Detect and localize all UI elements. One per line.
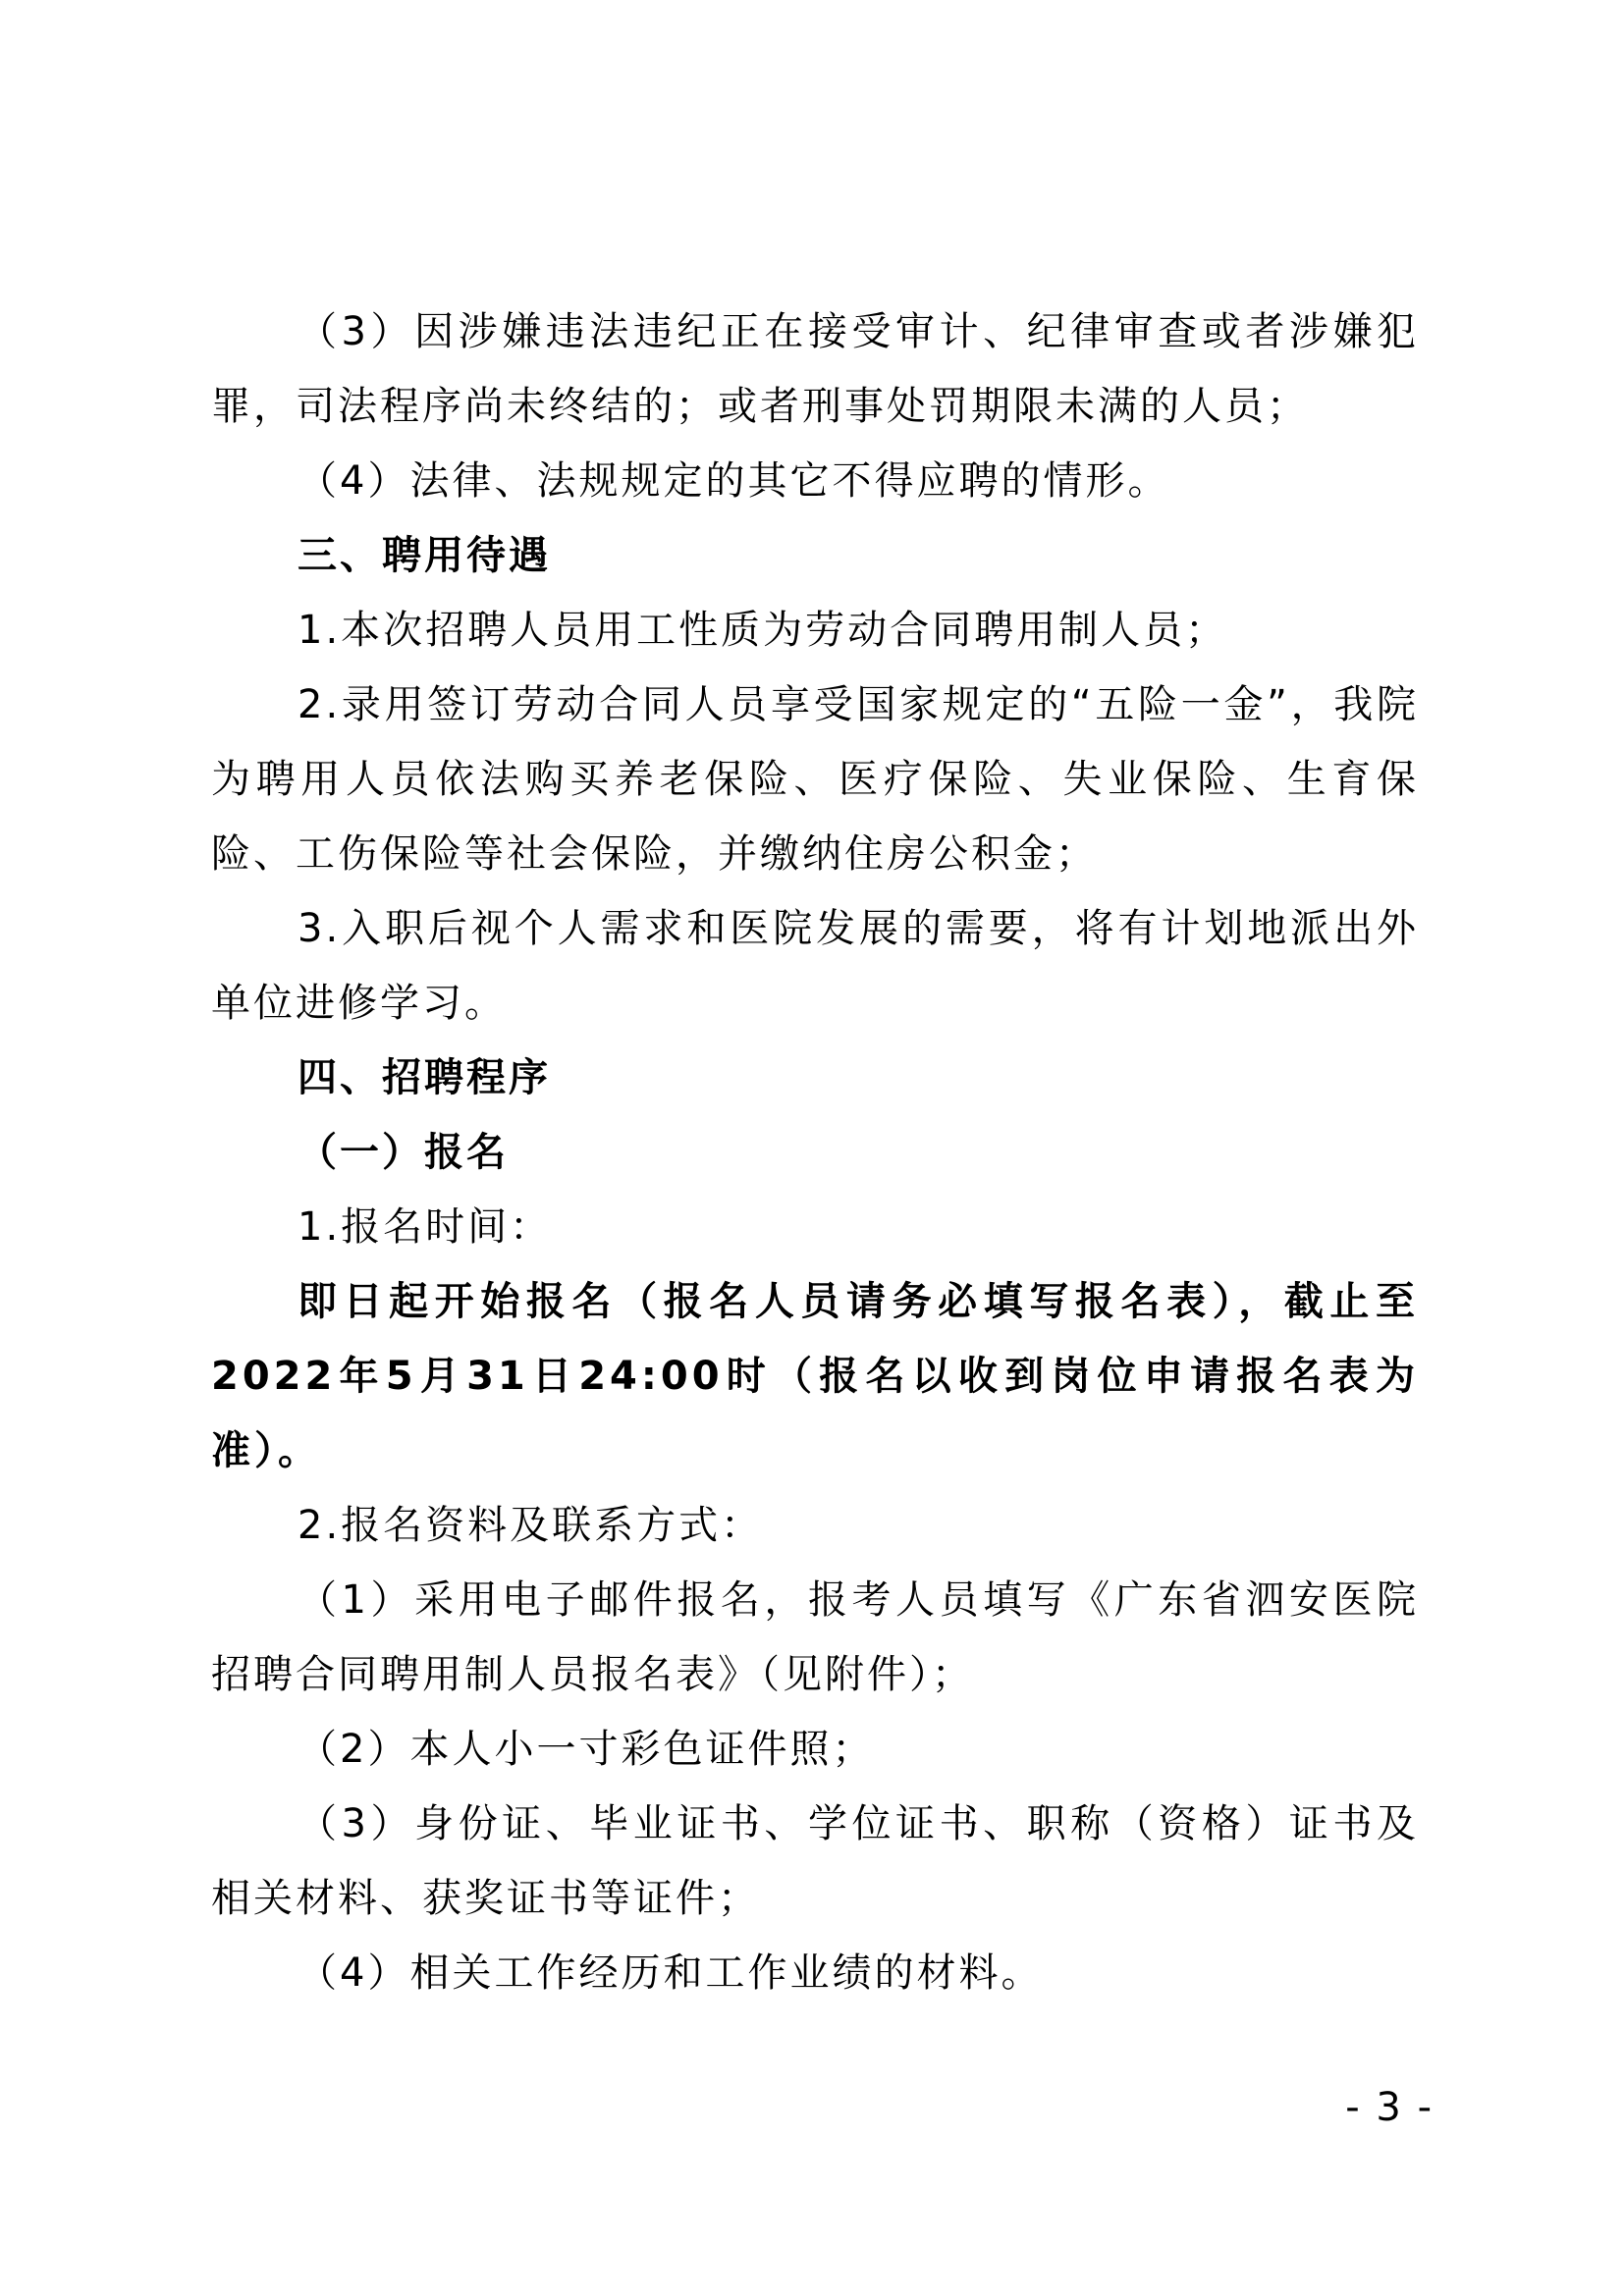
section-heading-employment-benefits: 三、聘用待遇 bbox=[298, 533, 551, 578]
paragraph-disqualification-3: （3）因涉嫌违法违纪正在接受审计、纪律审查或者涉嫌犯罪，司法程序尚未终结的；或者刑事处罚期限未满的人员； bbox=[211, 309, 1419, 429]
document-body bbox=[211, 294, 1419, 2010]
paragraph-registration-deadline: 即日起开始报名（报名人员请务必填写报名表），截止至2022年5月31日24:00时（报名以收到岗位申请报名表为准）。 bbox=[211, 1279, 1419, 1473]
paragraph-material-3: （3）身份证、毕业证书、学位证书、职称（资格）证书及相关材料、获奖证书等证件； bbox=[211, 1801, 1419, 1921]
paragraph-material-1: （1）采用电子邮件报名，报考人员填写《广东省泗安医院招聘合同聘用制人员报名表》（见附件）； bbox=[211, 1577, 1419, 1697]
subsection-heading-registration: （一）报名 bbox=[298, 1130, 509, 1175]
paragraph-registration-materials-label: 2.报名资料及联系方式： bbox=[298, 1503, 764, 1548]
paragraph-material-2: （2）本人小一寸彩色证件照； bbox=[298, 1727, 875, 1772]
paragraph-benefit-1: 1.本次招聘人员用工性质为劳动合同聘用制人员； bbox=[298, 608, 1228, 653]
paragraph-material-4: （4）相关工作经历和工作业绩的材料。 bbox=[298, 1950, 1044, 1996]
paragraph-disqualification-4: （4）法律、法规规定的其它不得应聘的情形。 bbox=[298, 458, 1170, 504]
paragraph-benefit-2: 2.录用签订劳动合同人员享受国家规定的“五险一金”，我院为聘用人员依法购买养老保险、医疗保险、失业保险、生育保险、工伤保险等社会保险，并缴纳住房公积金； bbox=[211, 682, 1419, 877]
paragraph-benefit-3: 3.入职后视个人需求和医院发展的需要，将有计划地派出外单位进修学习。 bbox=[211, 906, 1419, 1026]
section-heading-recruitment-procedure: 四、招聘程序 bbox=[298, 1055, 551, 1100]
paragraph-registration-time-label: 1.报名时间： bbox=[298, 1204, 553, 1250]
page-number: - 3 - bbox=[1345, 2085, 1434, 2130]
